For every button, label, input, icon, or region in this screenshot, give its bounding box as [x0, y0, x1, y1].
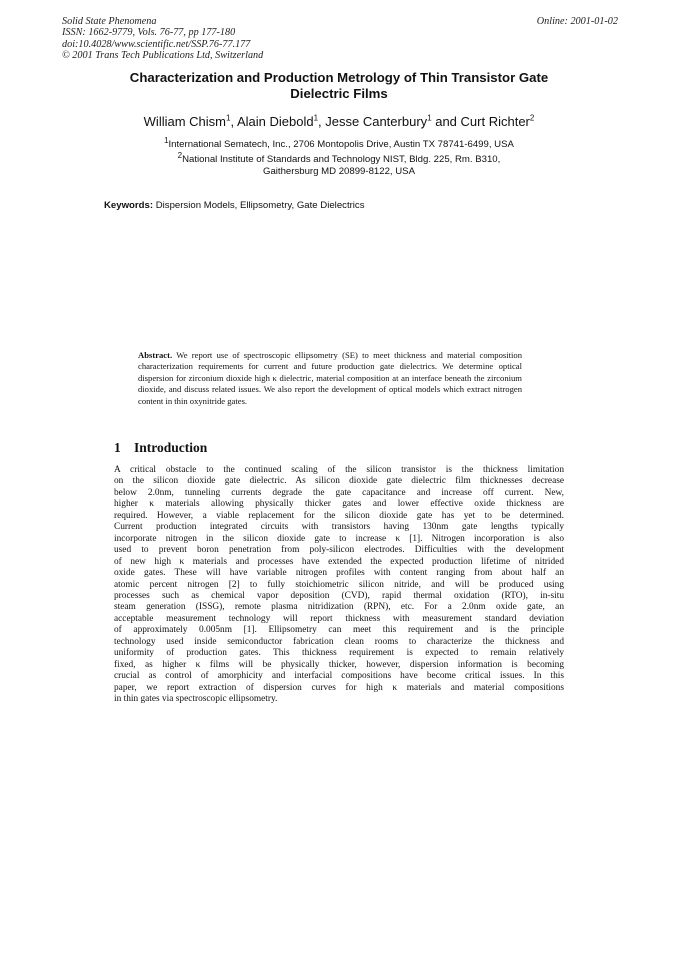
body-line: processes such as chemical vapor deposition (CVD), rapid thermal oxidation (RTO), in-situ — [114, 590, 564, 601]
journal-name: Solid State Phenomena — [62, 16, 157, 27]
author-separator: and — [431, 114, 461, 129]
author-name: Jesse Canterbury — [325, 114, 428, 129]
author-list — [60, 114, 618, 129]
keywords-list: Dispersion Models, Ellipsometry, Gate Dielectrics — [153, 200, 365, 211]
section-title: Introduction — [134, 440, 208, 455]
abstract-text: We report use of spectroscopic ellipsometry (SE) to meet thickness and material composition characterization requirements for current and future production gate dielectrics. We determine optical dispersion for zirconium dioxide high κ dielectric, material composition at an interface beneath the zirconium dioxide, and discuss related issues. We also report the development of optical models which extract nitrogen content in thin oxynitride gates. — [138, 350, 522, 406]
title-line-2: Dielectric Films — [290, 85, 388, 101]
body-line: below 2.0nm, tunneling currents degrade the gate capacitance and increase off current. New, — [114, 487, 564, 498]
affiliation-sup: 2 — [177, 150, 183, 160]
body-line: atomic percent nitrogen [2] to fully stoichiometric silicon nitride, and will be produced using — [114, 579, 564, 590]
body-line: higher κ materials allowing physically thicker gates and lower effective oxide thickness are — [114, 499, 564, 510]
paper-title — [100, 70, 578, 101]
body-line: of new high κ materials and processes have extended the expected production lifetime of nitrided — [114, 556, 564, 567]
body-line: used to prevent boron penetration from poly-silicon electrodes. Difficulties with the development — [114, 545, 564, 556]
author-affil-sup: 1 — [313, 113, 319, 123]
body-line: on the silicon dioxide gate dielectric. As silicon dioxide gate dielectric film thicknesses decrease — [114, 476, 564, 487]
issn-line: ISSN: 1662-9779, Vols. 76-77, pp 177-180 — [62, 27, 236, 39]
author-affil-sup: 1 — [226, 113, 231, 123]
author-separator: , — [230, 114, 237, 129]
author-name: Alain Diebold — [236, 114, 314, 129]
affiliation-1 — [60, 135, 618, 151]
body-line: in thin gates via spectroscopic ellipsometry. — [114, 694, 278, 705]
doi-line: doi:10.4028/www.scientific.net/SSP.76-77.177 — [62, 38, 251, 50]
body-line: paper, we report extraction of dispersion curves for high κ materials and material compositions — [114, 682, 564, 693]
introduction-body — [114, 465, 564, 706]
keywords — [104, 200, 365, 211]
body-line: incorporate nitrogen in the silicon dioxide gate to increase κ [1]. Nitrogen incorporation is also — [114, 533, 564, 544]
author-separator: , — [318, 114, 326, 129]
body-line: fixed, as higher κ films will be physically thicker, however, dispersion information is becoming — [114, 659, 564, 670]
body-line: uniformity of production gates. This thickness requirement is expected to remain relatively — [114, 648, 564, 659]
section-heading — [114, 440, 207, 456]
author-name: Curt Richter — [460, 114, 530, 129]
body-line: Current production integrated circuits with transistors having 130nm gate lengths typically — [114, 522, 564, 533]
author-affil-sup: 2 — [529, 113, 535, 123]
journal-header — [62, 16, 263, 61]
author-name: William Chism — [143, 114, 226, 129]
body-line: required. However, a viable replacement for the silicon dioxide gate has yet to be determined. — [114, 510, 564, 521]
body-line: oxide gates. These will have variable nitrogen profiles with content ranging from about half an — [114, 568, 564, 579]
copyright-line: © 2001 Trans Tech Publications Ltd, Switzerland — [62, 49, 264, 61]
body-line: technology used inside semiconductor fabrication clean rooms to characterize the thickness and — [114, 636, 564, 647]
body-line: of approximately 0.005nm [1]. Ellipsometry can meet this requirement and is the principle — [114, 625, 564, 636]
author-affil-sup: 1 — [427, 113, 432, 123]
affiliation-2 — [60, 150, 618, 177]
abstract-label: Abstract. — [138, 350, 173, 360]
body-line: crucial as control of amorphicity and interfacial compositions have become critical issues. In this — [114, 671, 564, 682]
affiliation-text: International Sematech, Inc., 2706 Montopolis Drive, Austin TX 78741-6499, USA — [168, 139, 514, 150]
title-line-1: Characterization and Production Metrology of Thin Transistor Gate — [129, 70, 549, 85]
keywords-label: Keywords: — [104, 200, 154, 211]
abstract — [138, 350, 522, 407]
body-line: acceptable measurement technology will report thickness with measurement standard deviation — [114, 613, 564, 624]
section-number: 1 — [114, 440, 121, 455]
online-date: Online: 2001-01-02 — [536, 16, 618, 27]
affiliation-text: National Institute of Standards and Technology NIST, Bldg. 225, Rm. B310, — [182, 154, 501, 165]
body-line: A critical obstacle to the continued scaling of the silicon transistor is the thickness limitation — [114, 465, 564, 475]
affiliation-text: Gaithersburg MD 20899-8122, USA — [263, 165, 415, 177]
affiliation-sup: 1 — [164, 135, 169, 145]
body-line: steam generation (ISSG), remote plasma nitridization (RPN), etc. For a 2.0nm oxide gate, an — [114, 602, 564, 613]
